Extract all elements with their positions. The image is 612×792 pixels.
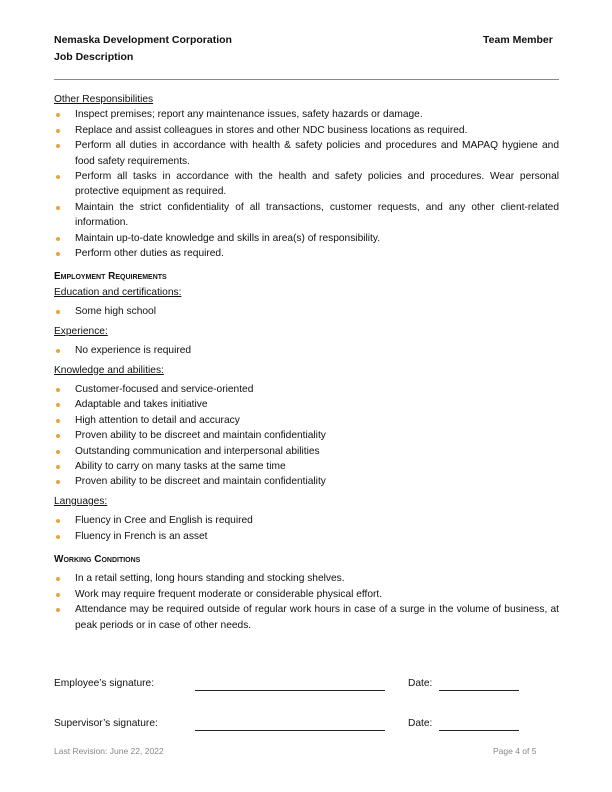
list-item: Outstanding communication and interpersonal abilities <box>54 444 559 459</box>
list-item: Customer-focused and service-oriented <box>54 382 559 397</box>
document-body <box>54 92 559 633</box>
list-item: Some high school <box>54 304 559 319</box>
header-doc-type: Job Description <box>54 51 134 63</box>
list-item: Maintain the strict confidentiality of all transactions, customer requests, and any other client-related information. <box>54 200 559 231</box>
employment-requirements-heading: Employment Requirements <box>54 271 167 283</box>
header-role: Team Member <box>483 34 553 46</box>
knowledge-list <box>54 382 559 490</box>
list-item: Inspect premises; report any maintenance issues, safety hazards or damage. <box>54 107 559 122</box>
languages-heading: Languages: <box>54 495 108 507</box>
knowledge-heading: Knowledge and abilities: <box>54 364 164 376</box>
list-item: Replace and assist colleagues in stores and other NDC business locations as required. <box>54 123 559 138</box>
employee-signature-line[interactable] <box>195 690 385 691</box>
header-divider <box>54 79 559 80</box>
other-responsibilities-heading: Other Responsibilities <box>54 94 154 105</box>
list-item: Proven ability to be discreet and maintain confidentiality <box>54 474 559 489</box>
supervisor-date-label: Date: <box>408 718 433 729</box>
education-heading: Education and certifications: <box>54 286 182 298</box>
working-conditions-heading: Working Conditions <box>54 553 141 565</box>
list-item: Attendance may be required outside of regular work hours in case of a surge in the volume of business, at peak periods or in case of other needs. <box>54 602 559 633</box>
list-item: High attention to detail and accuracy <box>54 413 559 428</box>
supervisor-signature-line[interactable] <box>195 730 385 731</box>
header-org: Nemaska Development Corporation <box>54 34 232 46</box>
list-item: Maintain up-to-date knowledge and skills in area(s) of responsibility. <box>54 231 559 246</box>
list-item: Fluency in French is an asset <box>54 529 559 544</box>
employee-date-label: Date: <box>408 678 433 689</box>
list-item: Perform all duties in accordance with health & safety policies and procedures and MAPAQ hygiene and food safety requirements. <box>54 138 559 169</box>
list-item: Ability to carry on many tasks at the same time <box>54 459 559 474</box>
list-item: Adaptable and takes initiative <box>54 397 559 412</box>
list-item: Work may require frequent moderate or considerable physical effort. <box>54 587 559 602</box>
other-responsibilities-list <box>54 107 559 261</box>
education-list <box>54 304 559 319</box>
list-item: No experience is required <box>54 343 559 358</box>
employee-date-line[interactable] <box>439 690 519 691</box>
working-conditions-list <box>54 571 559 633</box>
footer-revision: Last Revision: June 22, 2022 <box>54 746 164 756</box>
supervisor-signature-label: Supervisor’s signature: <box>54 718 158 729</box>
list-item: Proven ability to be discreet and maintain confidentiality <box>54 428 559 443</box>
experience-heading: Experience: <box>54 325 108 337</box>
list-item: Fluency in Cree and English is required <box>54 513 559 528</box>
supervisor-date-line[interactable] <box>439 730 519 731</box>
list-item: Perform all tasks in accordance with the health and safety policies and procedures. Wear personal protective equipment as required. <box>54 169 559 200</box>
employee-signature-label: Employee’s signature: <box>54 678 155 689</box>
languages-list <box>54 513 559 544</box>
experience-list <box>54 343 559 358</box>
list-item: In a retail setting, long hours standing and stocking shelves. <box>54 571 559 586</box>
footer-page-number: Page 4 of 5 <box>493 746 537 756</box>
list-item: Perform other duties as required. <box>54 246 559 261</box>
